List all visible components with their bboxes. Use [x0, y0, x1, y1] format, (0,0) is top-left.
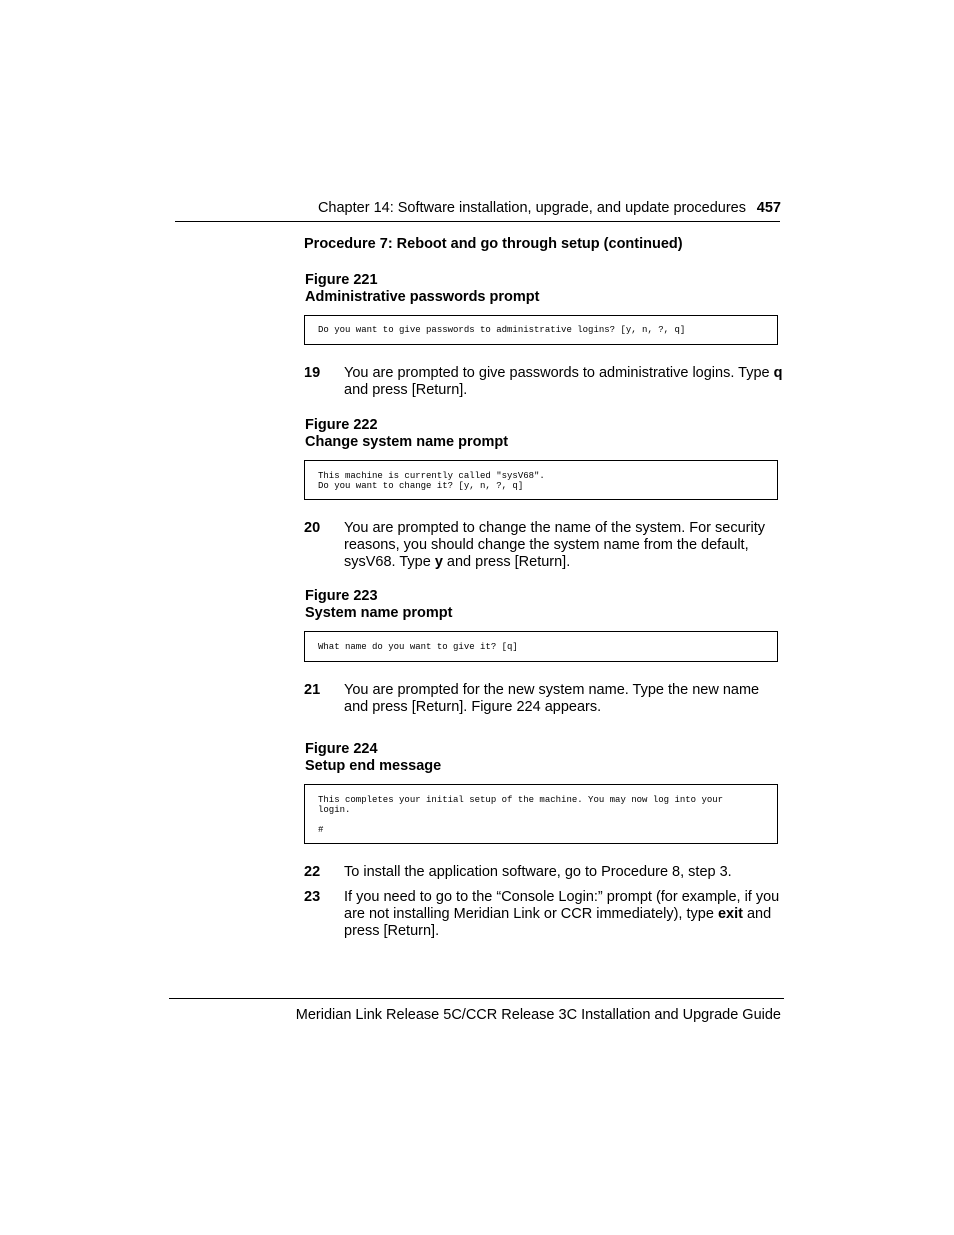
figure-221-caption	[305, 272, 539, 306]
page-number: 457	[756, 200, 781, 216]
figure-number: Figure 223	[305, 588, 378, 604]
figure-221-terminal: Do you want to give passwords to administrative logins? [y, n, ?, q]	[304, 315, 778, 345]
step-number: 19	[304, 365, 321, 381]
step-number: 21	[304, 682, 321, 698]
figure-222-terminal: This machine is currently called "sysV68". Do you want to change it? [y, n, ?, q]	[304, 460, 778, 500]
step-number: 22	[304, 864, 321, 880]
figure-224-caption	[305, 741, 441, 775]
header-rule	[175, 221, 780, 222]
figure-number: Figure 224	[305, 741, 378, 757]
footer-rule	[169, 998, 784, 999]
footer-title: Meridian Link Release 5C/CCR Release 3C Installation and Upgrade Guide	[295, 1007, 781, 1023]
step-number: 20	[304, 520, 321, 536]
figure-title: Setup end message	[305, 758, 442, 774]
step-text: To install the application software, go to Procedure 8, step 3.	[344, 864, 732, 880]
figure-title: Change system name prompt	[305, 434, 509, 450]
figure-title: Administrative passwords prompt	[305, 289, 540, 305]
running-header: Chapter 14: Software installation, upgrade, and update procedures	[317, 200, 746, 216]
step-text: You are prompted to change the name of the system. For security reasons, you should change the system name from the default, sysV68. Type y and press [Return].	[344, 520, 765, 570]
figure-number: Figure 222	[305, 417, 378, 433]
figure-224-terminal: This completes your initial setup of the machine. You may now log into your login. #	[304, 784, 778, 844]
step-text: If you need to go to the “Console Login:” prompt (for example, if you are not installing Meridian Link or CCR immediately), type exit and press [Return].	[344, 889, 780, 939]
figure-223-terminal: What name do you want to give it? [q]	[304, 631, 778, 662]
step-text: You are prompted to give passwords to administrative logins. Type q and press [Return].	[344, 365, 783, 398]
figure-223-caption	[305, 588, 452, 622]
step-number: 23	[304, 889, 321, 905]
figure-number: Figure 221	[305, 272, 378, 288]
step-text: You are prompted for the new system name. Type the new name and press [Return]. Figure 224 appears.	[344, 682, 760, 715]
figure-title: System name prompt	[305, 605, 453, 621]
procedure-title: Procedure 7: Reboot and go through setup (continued)	[304, 236, 683, 252]
figure-222-caption	[305, 417, 508, 451]
